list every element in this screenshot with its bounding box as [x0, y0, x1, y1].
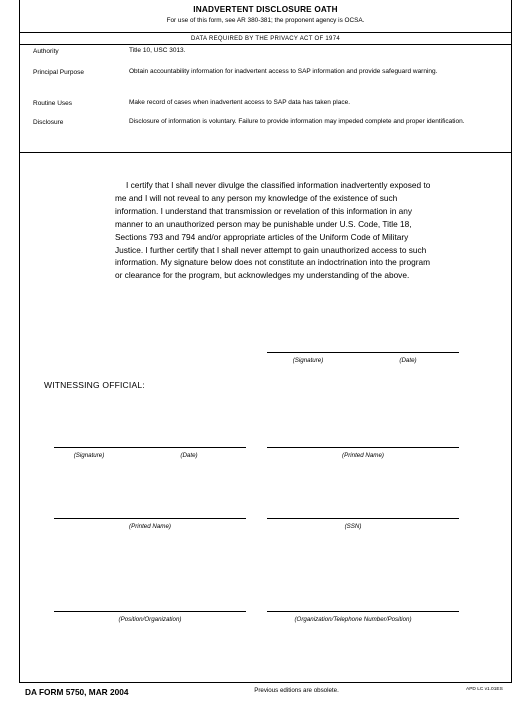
signer-signature-caption: (Signature): [292, 357, 324, 364]
previous-editions-note: Previous editions are obsolete.: [254, 687, 339, 694]
witnessing-official-heading: WITNESSING OFFICIAL:: [44, 380, 145, 390]
divider-top: [19, 32, 512, 33]
privacy-label-purpose: Principal Purpose: [33, 69, 84, 76]
privacy-text-disclosure: Disclosure of information is voluntary. Failure to provide information may impeded complete and proper identification.: [129, 118, 465, 125]
witness-signature-line[interactable]: [54, 447, 246, 448]
form-number: DA FORM 5750, MAR 2004: [25, 687, 129, 697]
witness-ssn-caption: (SSN): [344, 523, 362, 530]
witness-printed-name-line-left[interactable]: [54, 518, 246, 519]
witness-signature-caption: (Signature): [73, 452, 105, 459]
signer-signature-line[interactable]: [267, 352, 459, 353]
privacy-text-authority: Title 10, USC 3013.: [129, 47, 186, 54]
privacy-label-authority: Authority: [33, 48, 59, 55]
witness-position-line[interactable]: [54, 611, 246, 612]
witness-org-phone-caption: (Organization/Telephone Number/Position): [294, 616, 412, 623]
privacy-act-header: DATA REQUIRED BY THE PRIVACY ACT OF 1974: [191, 36, 340, 42]
form-subtitle: For use of this form, see AR 380-381; the proponent agency is OCSA.: [166, 17, 365, 24]
certification-statement: I certify that I shall never divulge the classified information inadvertently exposed to me and I will not reveal to any person my knowledge of the existence of such information. I understand that transmission or revelation of this information in any manner to an unauthorized person may be punishable under U.S. Code, Title 18, Sections 793 and 794 and/or appropriate articles of the Uniform Code of Military Justice. I further certify that I shall never attempt to gain unauthorized access to such information. My signature below does not constitute an indoctrination into the program or clearance for the program, but acknowledges my understanding of the above.: [115, 180, 431, 281]
witness-date-caption: (Date): [180, 452, 198, 459]
witness-position-caption: (Position/Organization): [118, 616, 182, 623]
privacy-text-routine-uses: Make record of cases when inadvertent access to SAP data has taken place.: [129, 99, 351, 106]
divider-privacy-end: [19, 152, 512, 153]
form-title: INADVERTENT DISCLOSURE OATH: [193, 5, 338, 14]
witness-ssn-line[interactable]: [267, 518, 459, 519]
privacy-label-disclosure: Disclosure: [33, 119, 64, 126]
witness-printed-name-caption-right: (Printed Name): [342, 452, 384, 459]
divider-privacy: [19, 44, 512, 45]
signer-date-caption: (Date): [399, 357, 417, 364]
witness-printed-name-caption-left: (Printed Name): [129, 523, 171, 530]
privacy-label-routine-uses: Routine Uses: [33, 100, 73, 107]
apd-version: APD LC v1.01ES: [466, 687, 503, 692]
privacy-text-purpose: Obtain accountability information for inadvertent access to SAP information and provide safeguard warning.: [129, 68, 438, 75]
witness-org-phone-line[interactable]: [267, 611, 459, 612]
witness-printed-name-line[interactable]: [267, 447, 459, 448]
